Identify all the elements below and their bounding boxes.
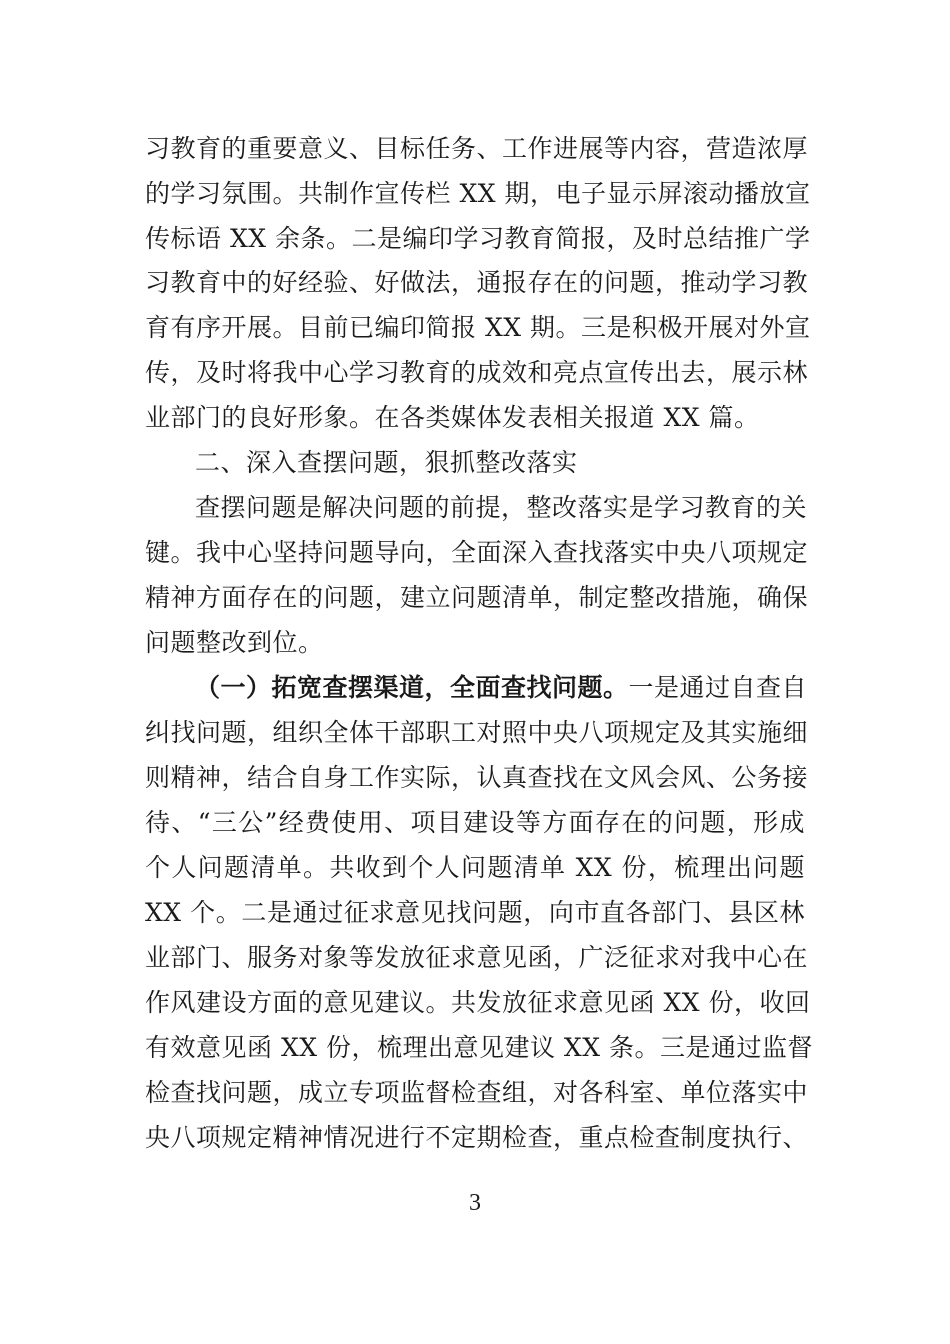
body-text-line: 育有序开展。目前已编印简报 XX 期。三是积极开展对外宣: [145, 313, 811, 342]
subsection-text-line: XX 个。二是通过征求意见找问题，向市直各部门、县区林: [145, 898, 805, 927]
subsection-text-line: 有效意见函 XX 份，梳理出意见建议 XX 条。三是通过监督: [145, 1033, 813, 1062]
body-text-line: 习教育中的好经验、好做法，通报存在的问题，推动学习教: [145, 268, 809, 297]
body-text-line: 传标语 XX 余条。二是编印学习教育简报，及时总结推广学: [145, 224, 811, 253]
subsection-text-line: 待、“三公”经费使用、项目建设等方面存在的问题，形成: [145, 808, 805, 837]
body-text-line: 业部门的良好形象。在各类媒体发表相关报道 XX 篇。: [145, 403, 760, 432]
section-paragraph-line: 精神方面存在的问题，建立问题清单，制定整改措施，确保: [145, 583, 809, 612]
page-number: 3: [469, 1190, 481, 1216]
body-text-line: 的学习氛围。共制作宣传栏 XX 期，电子显示屏滚动播放宣: [145, 179, 811, 208]
subsection-text-line: 作风建设方面的意见建议。共发放征求意见函 XX 份，收回: [145, 988, 811, 1017]
section-heading: 二、深入查摆问题，狠抓整改落实: [195, 448, 578, 477]
subsection-text-line: 纠找问题，组织全体干部职工对照中央八项规定及其实施细: [145, 718, 809, 747]
subsection-text-line: 则精神，结合自身工作实际，认真查找在文风会风、公务接: [145, 763, 809, 792]
body-text-line: 传，及时将我中心学习教育的成效和亮点宣传出去，展示林: [145, 358, 809, 387]
subsection-text-line: 检查找问题，成立专项监督检查组，对各科室、单位落实中: [145, 1078, 809, 1107]
subsection-first-line-text: 一是通过自查自: [628, 673, 808, 702]
body-text-line: 习教育的重要意义、目标任务、工作进展等内容，营造浓厚: [145, 134, 809, 163]
section-paragraph-line: 键。我中心坚持问题导向，全面深入查找落实中央八项规定: [145, 538, 809, 567]
subsection-heading: （一）拓宽查摆渠道，全面查找问题。: [195, 673, 629, 702]
section-paragraph-line: 问题整改到位。: [145, 628, 324, 657]
subsection-first-line: [195, 671, 808, 705]
subsection-text-line: 业部门、服务对象等发放征求意见函，广泛征求对我中心在: [145, 943, 809, 972]
section-paragraph-line: 查摆问题是解决问题的前提，整改落实是学习教育的关: [195, 493, 808, 522]
subsection-text-line: 央八项规定精神情况进行不定期检查，重点检查制度执行、: [145, 1123, 809, 1152]
subsection-text-line: 个人问题清单。共收到个人问题清单 XX 份，梳理出问题: [145, 853, 805, 882]
